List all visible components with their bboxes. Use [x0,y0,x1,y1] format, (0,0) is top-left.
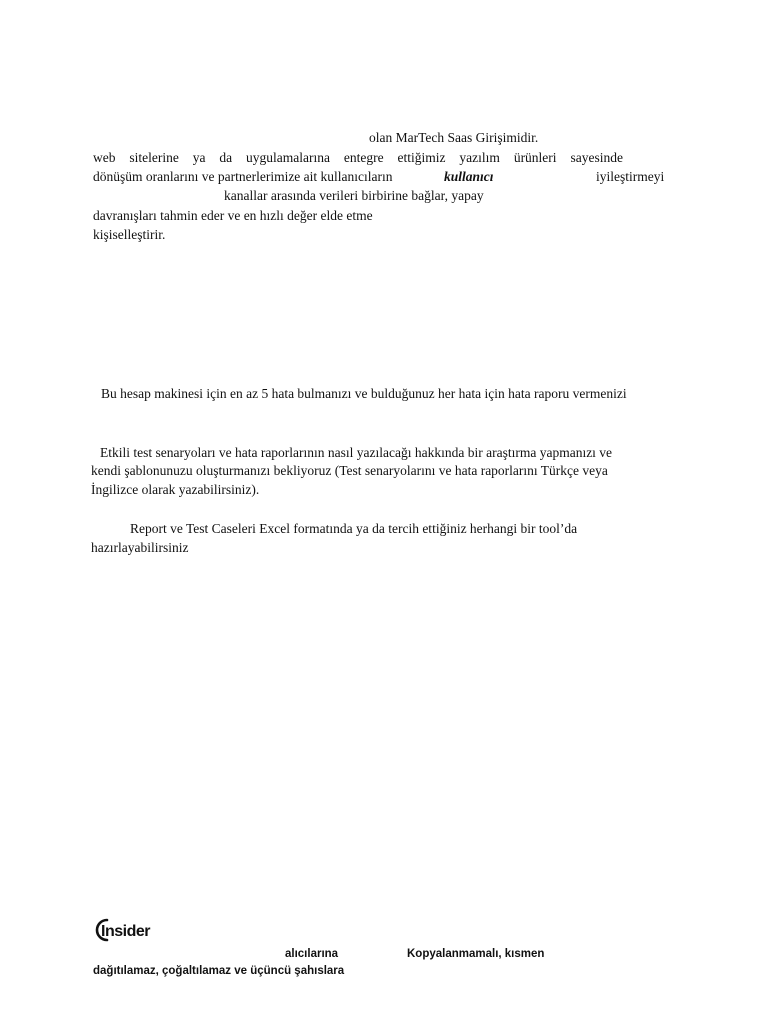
format-line-1: Report ve Test Caseleri Excel formatında ya da tercih ettiğiniz herhangi bir tool’da [130,521,578,536]
intro-line-5: davranışları tahmin eder ve en hızlı değer elde etme [93,208,373,223]
footer-word-recipients: alıcılarına [285,948,339,960]
task-line-1: Bu hesap makinesi için en az 5 hata bulmanızı ve bulduğunuz her hata için hata raporu vermenizi [101,386,627,401]
intro-line-2-word: ya [192,150,206,165]
intro-line-2-word: ürünleri [513,150,557,165]
intro-line-1: olan MarTech Saas Girişimidir. [369,130,539,145]
intro-line-2-word: ettiğimiz [397,150,446,165]
research-line-1: Etkili test senaryoları ve hata raporlarının nasıl yazılacağı hakkında bir araştırma yapmanızı ve [100,445,613,460]
research-line-2: kendi şablonunuzu oluşturmanızı bekliyoruz (Test senaryolarını ve hata raporlarını Türkçe veya [91,463,608,478]
intro-line-2-word: uygulamalarına [246,150,331,165]
insider-logo-text: Insider [101,923,150,940]
intro-line-2-word: yazılım [459,150,500,165]
intro-line-2-word: entegre [343,150,384,165]
insider-logo [95,916,161,944]
intro-line-3c: iyileştirmeyi [596,169,665,184]
footer-line-2: dağıtılamaz, çoğaltılamaz ve üçüncü şahıslara [93,965,345,977]
intro-line-6: kişiselleştirir. [93,227,166,242]
footer-word-copy: Kopyalanmamalı, kısmen [407,948,545,960]
intro-line-2-word: sayesinde [570,150,623,165]
intro-line-3b: kullanıcı [444,169,494,184]
format-line-2: hazırlayabilirsiniz [91,540,189,555]
intro-line-4: kanallar arasında verileri birbirine bağlar, yapay [224,188,484,203]
intro-line-2-word: da [219,150,233,165]
research-line-3: İngilizce olarak yazabilirsiniz). [91,482,260,497]
intro-line-2-word: sitelerine [129,150,179,165]
intro-line-2-word: web [93,150,116,165]
intro-line-3a: dönüşüm oranlarını ve partnerlerimize ait kullanıcıların [93,169,393,184]
intro-line-2 [93,150,623,166]
